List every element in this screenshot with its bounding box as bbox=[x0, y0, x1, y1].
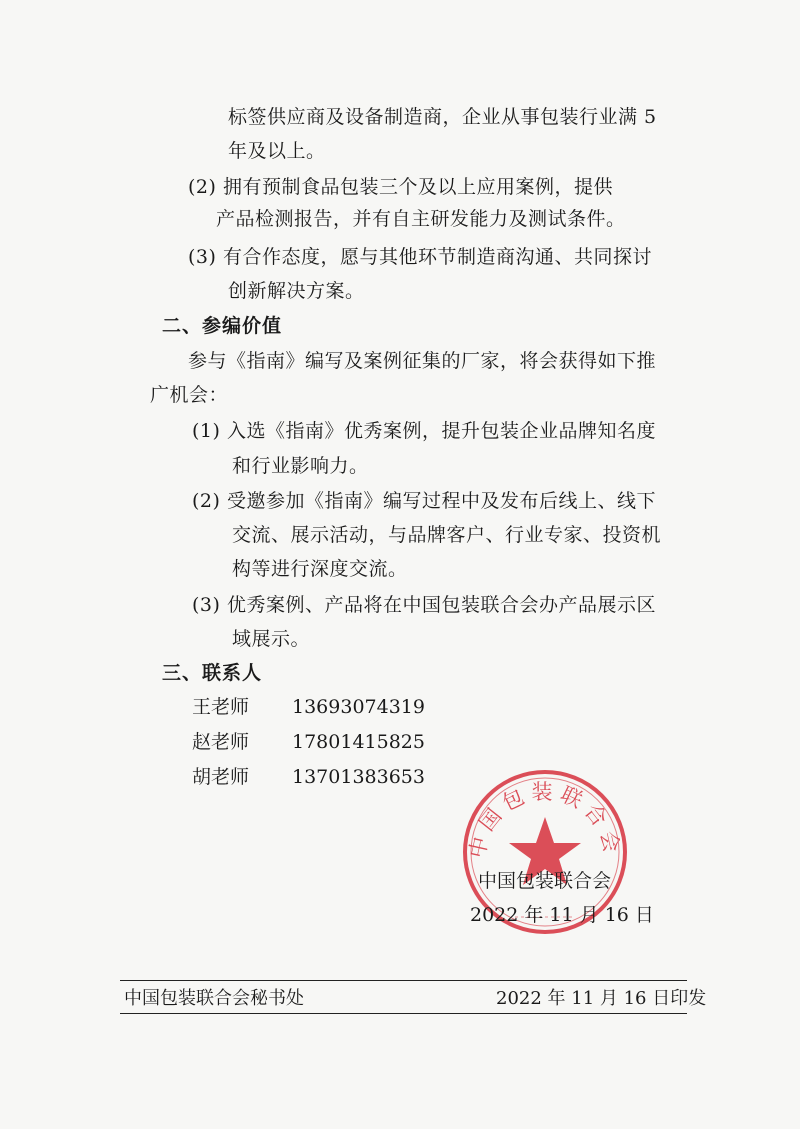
item-number: (2) bbox=[192, 490, 221, 512]
requirement-item2 bbox=[188, 174, 613, 200]
requirement-item3-line2: 创新解决方案。 bbox=[228, 280, 365, 302]
item-number: (1) bbox=[192, 420, 221, 442]
benefit-item3-line2: 域展示。 bbox=[232, 628, 311, 650]
seal-text: 中国包装联合会 bbox=[464, 780, 626, 861]
footer-issuer: 中国包装联合会秘书处 bbox=[124, 988, 304, 1009]
section2-heading: 二、参编价值 bbox=[162, 315, 283, 337]
benefit-item2-line2: 交流、展示活动，与品牌客户、行业专家、投资机 bbox=[232, 524, 662, 546]
item-number: (2) bbox=[188, 176, 217, 198]
footer-top-rule bbox=[120, 980, 687, 981]
contact-name: 胡老师 bbox=[192, 766, 250, 788]
item-text: 优秀案例、产品将在中国包装联合会办产品展示区 bbox=[226, 594, 656, 616]
item-text: 拥有预制食品包装三个及以上应用案例，提供 bbox=[222, 176, 613, 198]
contact-phone: 13693074319 bbox=[292, 696, 425, 718]
footer-issue-date: 2022 年 11 月 16 日印发 bbox=[496, 988, 707, 1009]
contact-row-2 bbox=[192, 729, 425, 755]
contact-name: 赵老师 bbox=[192, 731, 250, 753]
section2-intro-line1: 参与《指南》编写及案例征集的厂家，将会获得如下推 bbox=[188, 350, 657, 372]
benefit-item3 bbox=[192, 592, 656, 618]
requirement-item2-line2: 产品检测报告，并有自主研发能力及测试条件。 bbox=[216, 208, 626, 230]
benefit-item1-line2: 和行业影响力。 bbox=[232, 455, 369, 477]
signer-org: 中国包装联合会 bbox=[478, 870, 612, 892]
section2-intro-line2: 广机会： bbox=[150, 384, 229, 406]
benefit-item1 bbox=[192, 418, 656, 444]
benefit-item2 bbox=[192, 488, 656, 514]
section3-heading: 三、联系人 bbox=[162, 662, 263, 684]
contact-phone: 13701383653 bbox=[292, 766, 425, 788]
requirement-item1-line2: 年及以上。 bbox=[228, 140, 326, 162]
item-text: 入选《指南》优秀案例，提升包装企业品牌知名度 bbox=[226, 420, 656, 442]
item-number: (3) bbox=[188, 246, 217, 268]
item-text: 受邀参加《指南》编写过程中及发布后线上、线下 bbox=[226, 490, 656, 512]
requirement-item3 bbox=[188, 244, 652, 270]
signer-date: 2022 年 11 月 16 日 bbox=[470, 904, 654, 926]
contact-row-3 bbox=[192, 764, 425, 790]
footer-bottom-rule bbox=[120, 1013, 687, 1014]
contact-row-1 bbox=[192, 694, 425, 720]
benefit-item2-line3: 构等进行深度交流。 bbox=[232, 558, 408, 580]
requirement-item1-line1: 标签供应商及设备制造商，企业从事包装行业满 5 bbox=[228, 106, 657, 128]
contact-name: 王老师 bbox=[192, 696, 250, 718]
item-number: (3) bbox=[192, 594, 221, 616]
item-text: 有合作态度，愿与其他环节制造商沟通、共同探讨 bbox=[222, 246, 652, 268]
contact-phone: 17801415825 bbox=[292, 731, 425, 753]
